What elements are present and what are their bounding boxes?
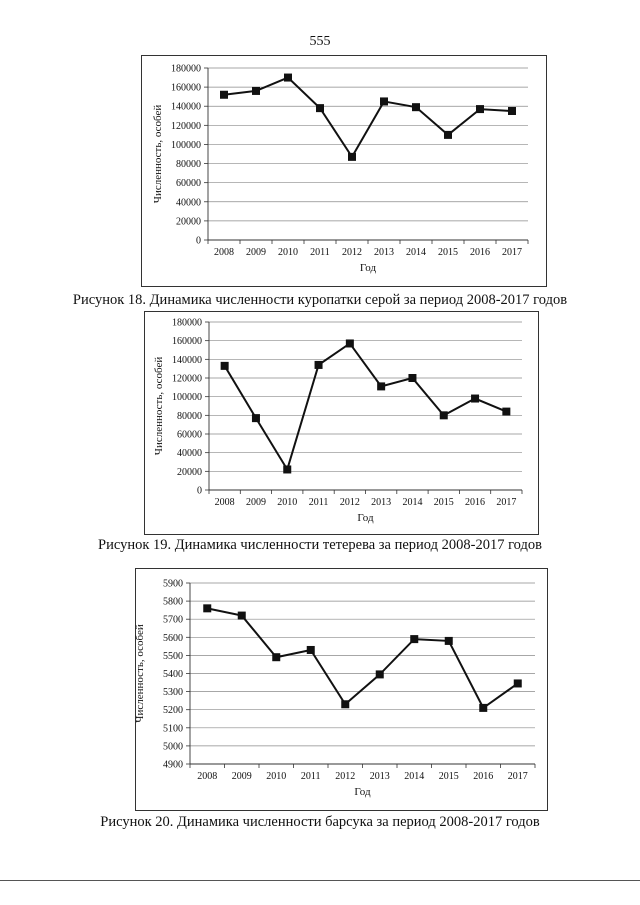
footer-rule xyxy=(0,880,640,881)
y-axis-label: Численность, особей xyxy=(153,356,165,456)
y-axis-label: Численность, особей xyxy=(152,104,164,204)
x-tick-label: 2014 xyxy=(404,771,425,782)
x-tick-label: 2013 xyxy=(374,247,394,258)
data-point-marker xyxy=(412,103,420,111)
y-tick-label: 180000 xyxy=(171,63,201,75)
x-tick-label: 2010 xyxy=(278,247,298,258)
x-tick-label: 2009 xyxy=(231,771,252,782)
data-point-marker xyxy=(307,646,315,654)
x-tick-label: 2016 xyxy=(473,771,494,782)
x-tick-label: 2013 xyxy=(371,497,392,508)
x-tick-label: 2017 xyxy=(502,247,522,258)
y-tick-label: 20000 xyxy=(177,466,202,478)
data-point-marker xyxy=(346,339,354,347)
data-point-marker xyxy=(508,107,516,115)
data-point-marker xyxy=(348,153,356,161)
y-tick-label: 40000 xyxy=(176,197,201,209)
x-tick-label: 2011 xyxy=(310,247,330,258)
x-tick-label: 2010 xyxy=(266,771,287,782)
data-point-marker xyxy=(410,635,418,643)
data-point-marker xyxy=(444,131,452,139)
data-point-marker xyxy=(252,87,260,95)
page-number: 555 xyxy=(309,34,331,49)
data-point-marker xyxy=(445,637,453,645)
data-point-marker xyxy=(476,105,484,113)
x-tick-label: 2012 xyxy=(339,497,360,508)
data-point-marker xyxy=(408,374,416,382)
x-tick-label: 2010 xyxy=(277,497,298,508)
data-point-marker xyxy=(252,414,260,422)
data-point-marker xyxy=(376,670,384,678)
y-tick-label: 5600 xyxy=(163,632,183,644)
data-point-marker xyxy=(315,361,323,369)
x-tick-label: 2013 xyxy=(369,771,390,782)
x-tick-label: 2017 xyxy=(496,497,517,508)
y-tick-label: 5800 xyxy=(163,596,183,608)
y-tick-label: 5100 xyxy=(163,723,183,735)
y-tick-label: 5500 xyxy=(163,650,183,662)
data-point-marker xyxy=(203,604,211,612)
y-tick-label: 100000 xyxy=(171,139,201,151)
figure-caption-18: Рисунок 18. Динамика численности куропатки серой за период 2008-2017 годов xyxy=(72,292,568,308)
data-point-marker xyxy=(514,679,522,687)
x-tick-label: 2009 xyxy=(245,497,266,508)
data-point-marker xyxy=(377,382,385,390)
y-axis-label: Численность, особей xyxy=(134,624,146,723)
y-tick-label: 80000 xyxy=(177,410,202,422)
y-tick-label: 120000 xyxy=(171,120,201,132)
x-tick-label: 2008 xyxy=(214,247,234,258)
y-tick-label: 80000 xyxy=(176,159,201,171)
y-tick-label: 5200 xyxy=(163,705,183,717)
y-tick-label: 60000 xyxy=(177,429,202,441)
data-point-marker xyxy=(221,362,229,370)
data-point-marker xyxy=(380,97,388,105)
y-tick-label: 5900 xyxy=(163,578,183,590)
y-tick-label: 160000 xyxy=(172,336,202,348)
x-tick-label: 2015 xyxy=(433,497,454,508)
y-tick-label: 0 xyxy=(196,235,201,247)
data-point-marker xyxy=(283,465,291,473)
figure-caption-20: Рисунок 20. Динамика численности барсука за период 2008-2017 годов xyxy=(100,814,540,830)
chart-svg xyxy=(145,312,538,534)
x-tick-label: 2012 xyxy=(335,771,356,782)
y-tick-label: 140000 xyxy=(171,101,201,113)
y-tick-label: 20000 xyxy=(176,216,201,228)
data-point-marker xyxy=(220,91,228,99)
x-tick-label: 2009 xyxy=(246,247,266,258)
y-tick-label: 120000 xyxy=(172,373,202,385)
y-tick-label: 140000 xyxy=(172,354,202,366)
data-point-marker xyxy=(341,700,349,708)
y-tick-label: 5700 xyxy=(163,614,183,626)
series-line xyxy=(207,608,518,708)
x-axis-label: Год xyxy=(354,786,371,798)
y-tick-label: 160000 xyxy=(171,82,201,94)
chart-partridge xyxy=(141,55,547,287)
x-tick-label: 2011 xyxy=(308,497,329,508)
y-tick-label: 40000 xyxy=(177,448,202,460)
x-axis-label: Год xyxy=(359,262,377,274)
x-tick-label: 2015 xyxy=(438,771,459,782)
x-axis-label: Год xyxy=(357,512,374,524)
x-tick-label: 2015 xyxy=(438,247,458,258)
data-point-marker xyxy=(284,74,292,82)
y-tick-label: 0 xyxy=(197,485,202,497)
x-tick-label: 2014 xyxy=(406,247,426,258)
x-tick-label: 2008 xyxy=(214,497,235,508)
data-point-marker xyxy=(440,411,448,419)
chart-svg xyxy=(142,56,546,286)
chart-svg xyxy=(136,569,547,810)
x-tick-label: 2016 xyxy=(470,247,490,258)
y-tick-label: 4900 xyxy=(163,759,183,771)
y-tick-label: 5000 xyxy=(163,741,183,753)
x-tick-label: 2017 xyxy=(507,771,528,782)
series-line xyxy=(225,343,507,469)
data-point-marker xyxy=(272,653,280,661)
x-tick-label: 2016 xyxy=(465,497,486,508)
y-tick-label: 100000 xyxy=(172,392,202,404)
data-point-marker xyxy=(316,104,324,112)
chart-badger xyxy=(135,568,548,811)
x-tick-label: 2011 xyxy=(300,771,321,782)
figure-caption-19: Рисунок 19. Динамика численности тетерева за период 2008-2017 годов xyxy=(98,537,542,553)
data-point-marker xyxy=(479,704,487,712)
series-line xyxy=(224,78,512,157)
data-point-marker xyxy=(238,612,246,620)
x-tick-label: 2014 xyxy=(402,497,423,508)
data-point-marker xyxy=(502,408,510,416)
chart-black-grouse xyxy=(144,311,539,535)
data-point-marker xyxy=(471,395,479,403)
y-tick-label: 60000 xyxy=(176,178,201,190)
y-tick-label: 5400 xyxy=(163,669,183,680)
y-tick-label: 5300 xyxy=(163,687,183,699)
y-tick-label: 180000 xyxy=(172,317,202,329)
x-tick-label: 2008 xyxy=(197,771,218,782)
x-tick-label: 2012 xyxy=(342,247,362,258)
